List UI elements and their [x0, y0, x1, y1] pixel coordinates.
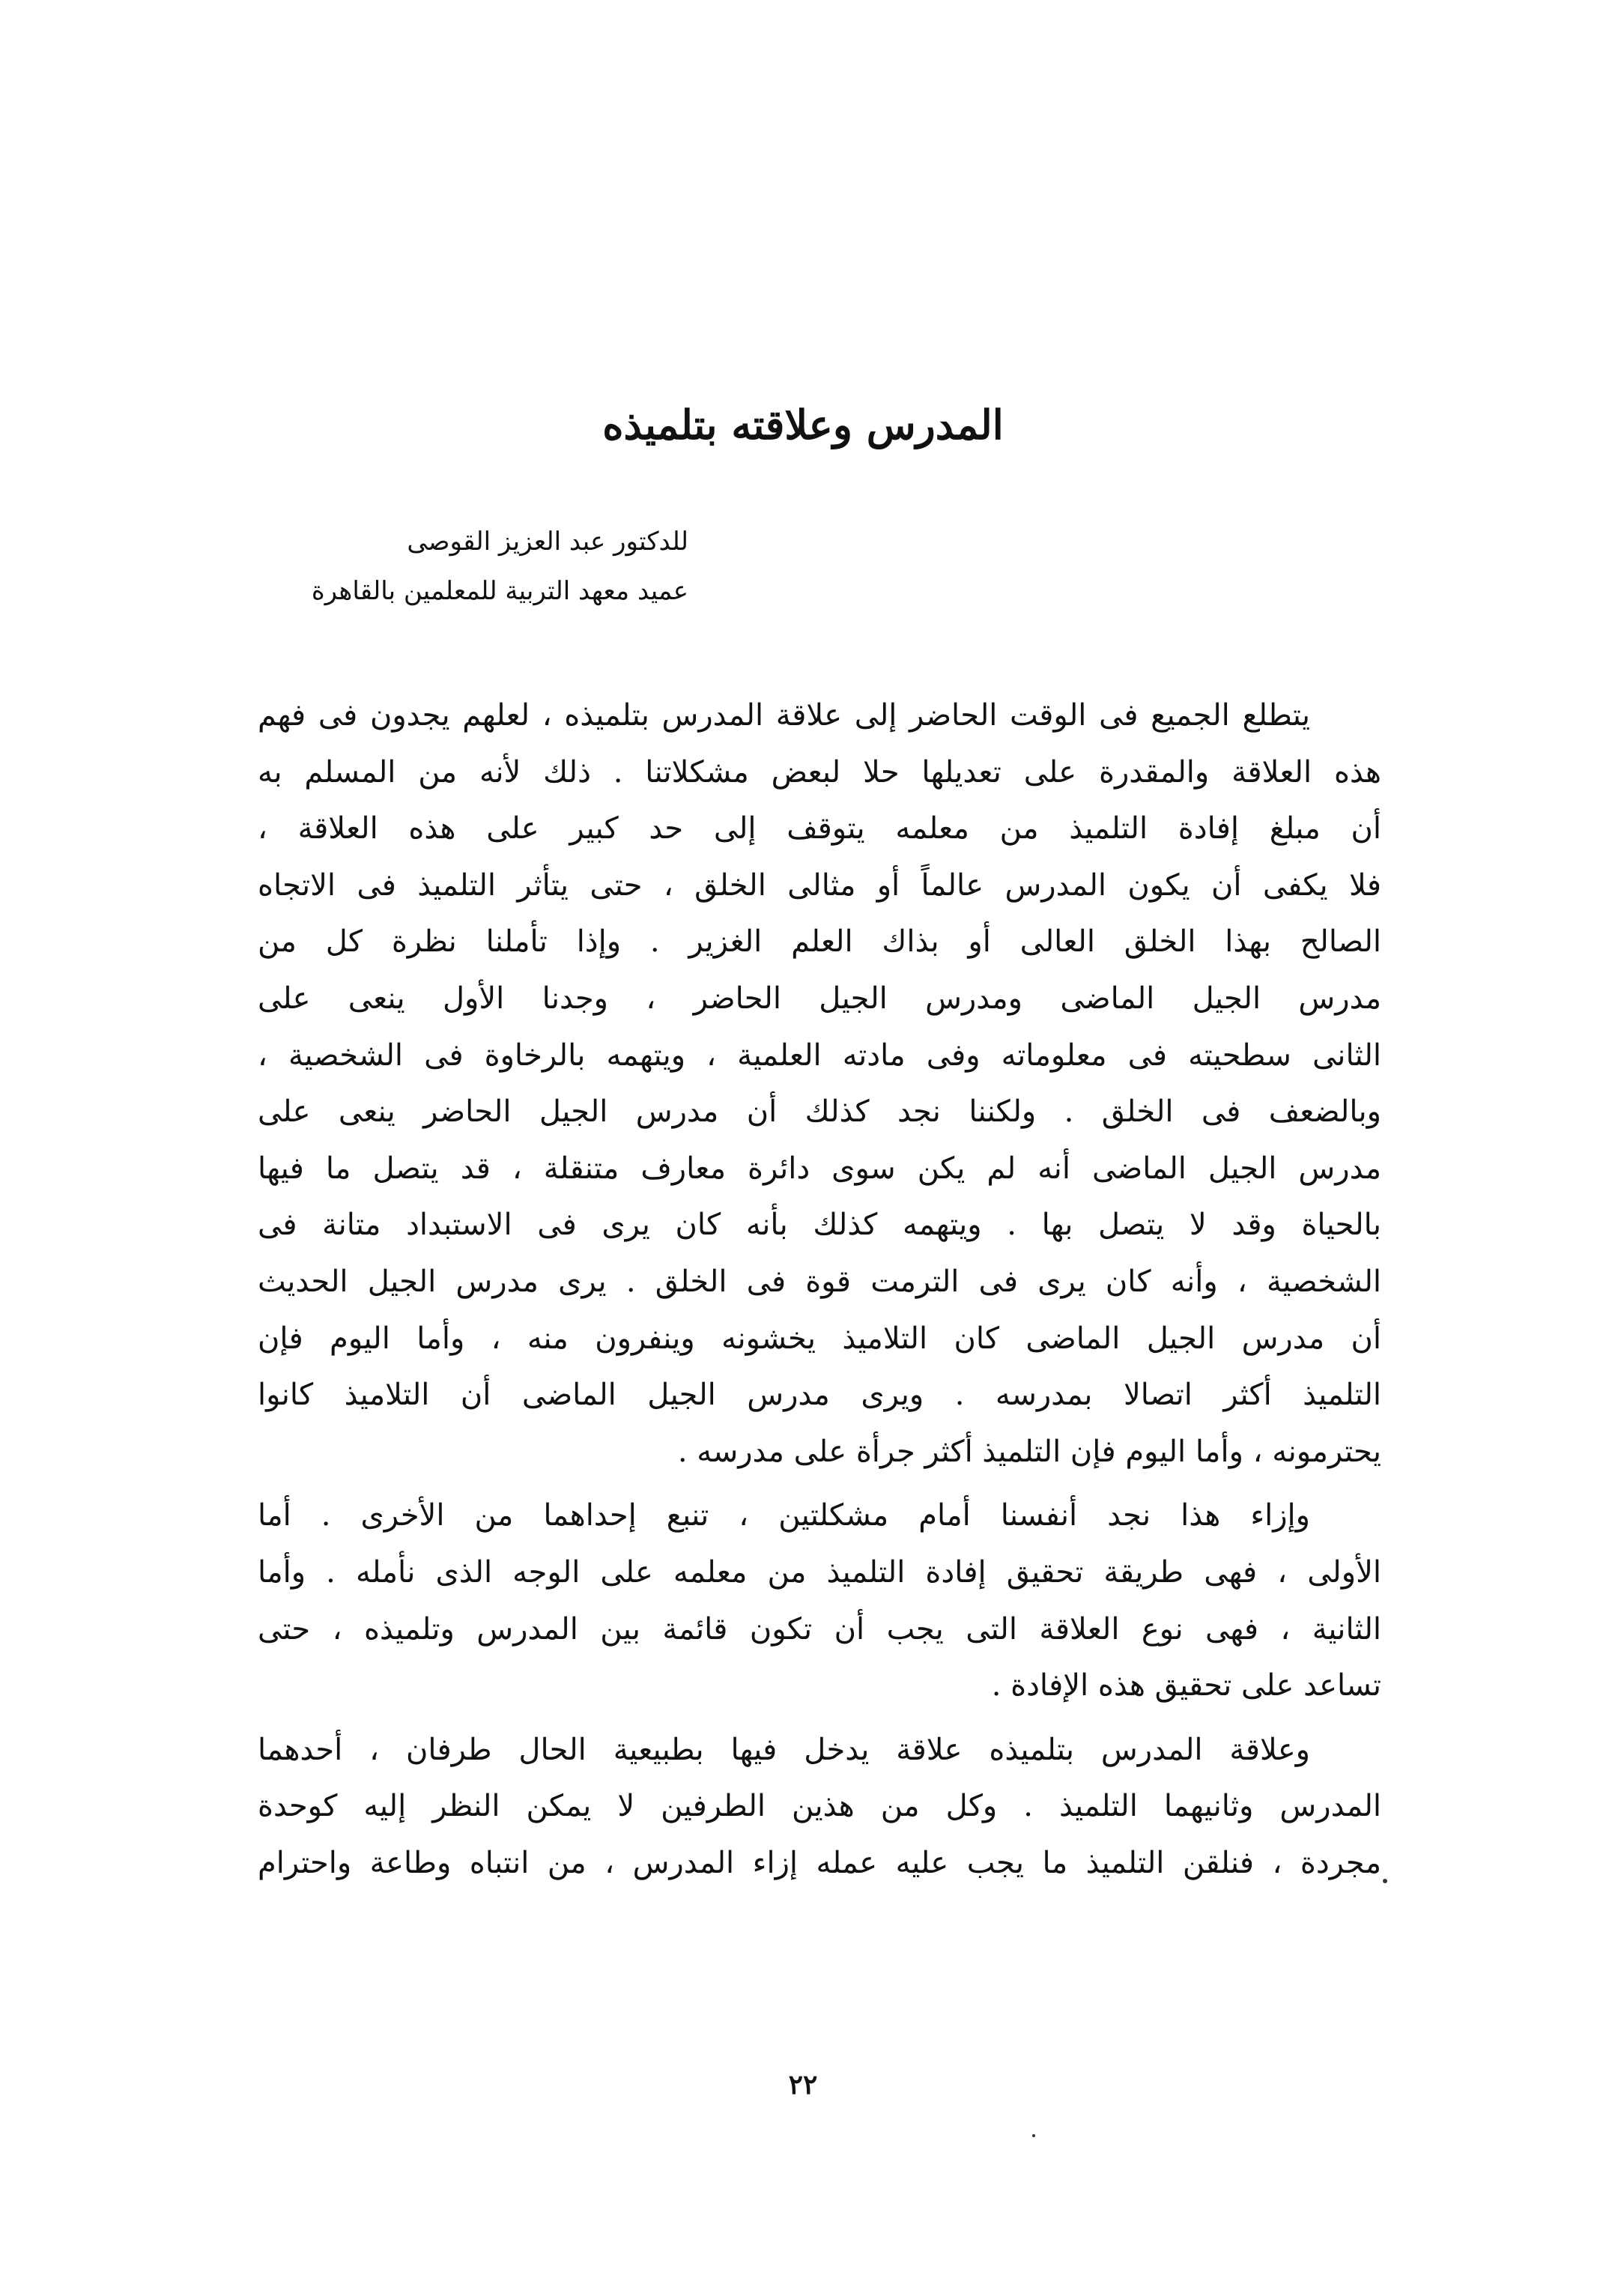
page-number: ٢٢	[788, 2069, 818, 2100]
page-title: المدرس وعلاقته بتلميذه	[602, 401, 1004, 449]
text-line: وبالضعف فى الخلق . ولكننا نجد كذلك أن مدرس الجيل الحاضر ينعى على	[258, 1094, 1381, 1130]
text-line: تساعد على تحقيق هذه الإفادة .	[991, 1668, 1381, 1703]
text-line: الشخصية ، وأنه كان يرى فى الترمت قوة فى الخلق . يرى مدرس الجيل الحديث	[258, 1264, 1381, 1299]
paragraph	[258, 1488, 1381, 1714]
body-text	[258, 688, 1381, 1891]
text-line: الثانية ، فهى نوع العلاقة التى يجب أن تكون قائمة بين المدرس وتلميذه ، حتى	[258, 1611, 1381, 1647]
scan-speck	[1032, 2134, 1035, 2137]
text-line: فلا يكفى أن يكون المدرس عالماً أو مثالى الخلق ، حتى يتأثر التلميذ فى الاتجاه	[258, 867, 1381, 903]
text-line: التلميذ أكثر اتصالا بمدرسه . ويرى مدرس الجيل الماضى أن التلاميذ كانوا	[258, 1378, 1381, 1413]
text-line: يتطلع الجميع فى الوقت الحاضر إلى علاقة المدرس بتلميذه ، لعلهم يجدون فى فهم	[258, 698, 1310, 733]
paragraph	[258, 688, 1381, 1480]
text-line: مجردة ، فنلقن التلميذ ما يجب عليه عمله إزاء المدرس ، من انتباه وطاعة واحترام	[258, 1845, 1381, 1880]
text-line: يحترمونه ، وأما اليوم فإن التلميذ أكثر جرأة على مدرسه .	[677, 1434, 1381, 1469]
text-line: وإزاء هذا نجد أنفسنا أمام مشكلتين ، تنبع إحداهما من الأخرى . أما	[258, 1498, 1310, 1533]
text-line: الصالح بهذا الخلق العالى أو بذاك العلم الغزير . وإذا تأملنا نظرة كل من	[258, 924, 1381, 960]
text-line: بالحياة وقد لا يتصل بها . ويتهمه كذلك بأنه كان يرى فى الاستبداد متانة فى	[258, 1208, 1381, 1243]
text-line: مدرس الجيل الماضى أنه لم يكن سوى دائرة معارف متنقلة ، قد يتصل ما فيها	[258, 1151, 1381, 1186]
text-line: الأولى ، فهى طريقة تحقيق إفادة التلميذ من معلمه على الوجه الذى نأمله . وأما	[258, 1554, 1381, 1590]
author-name: للدكتور عبد العزيز القوصى	[407, 527, 688, 557]
author-block	[269, 517, 688, 616]
text-line: أن مبلغ إفادة التلميذ من معلمه يتوقف إلى حد كبير على هذه العلاقة ،	[258, 811, 1381, 846]
text-line: الثانى سطحيته فى معلوماته وفى مادته العلمية ، ويتهمه بالرخاوة فى الشخصية ،	[258, 1038, 1381, 1073]
text-line: هذه العلاقة والمقدرة على تعديلها حلا لبعض مشكلاتنا . ذلك لأنه من المسلم به	[258, 754, 1381, 790]
author-position: عميد معهد التربية للمعلمين بالقاهرة	[311, 576, 688, 606]
scan-speck	[1383, 1879, 1387, 1883]
text-line: أن مدرس الجيل الماضى كان التلاميذ يخشونه وينفرون منه ، وأما اليوم فإن	[258, 1321, 1381, 1356]
text-line: المدرس وثانيهما التلميذ . وكل من هذين الطرفين لا يمكن النظر إليه كوحدة	[258, 1789, 1381, 1824]
paragraph	[258, 1722, 1381, 1892]
text-line: مدرس الجيل الماضى ومدرس الجيل الحاضر ، وجدنا الأول ينعى على	[258, 981, 1381, 1016]
text-line: وعلاقة المدرس بتلميذه علاقة يدخل فيها بطبيعية الحال طرفان ، أحدهما	[258, 1732, 1310, 1767]
